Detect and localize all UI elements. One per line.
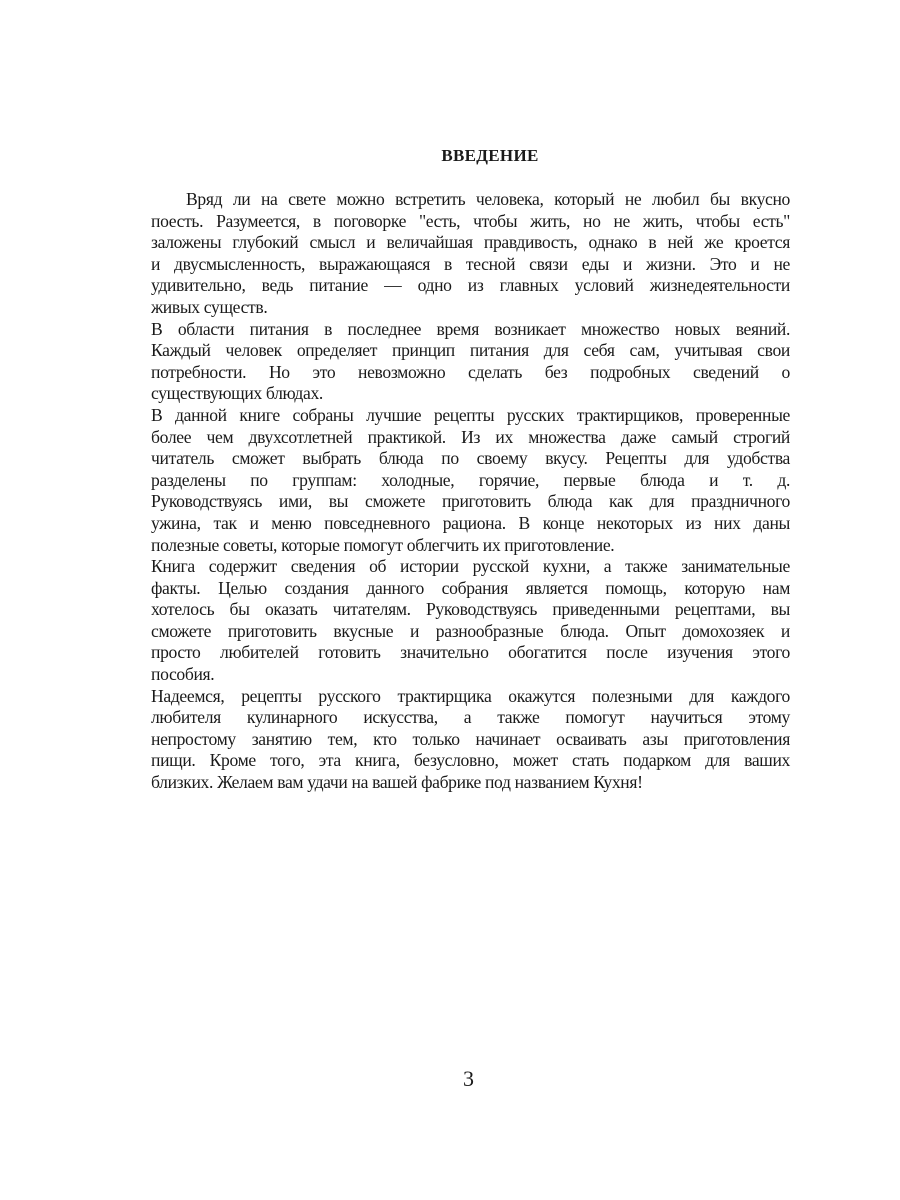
text-line: ужина, так и меню повседневного рациона. В конце некоторых из них даны [151,512,790,533]
text-line: разделены по группам: холодные, горячие, первые блюда и т. д. [151,469,790,490]
page-title: ВВЕДЕНИЕ [441,146,539,165]
text-line: существующих блюдах. [151,383,323,404]
text-line: полезные советы, которые помогут облегчить их приготовление. [151,534,615,555]
text-line: В данной книге собраны лучшие рецепты русских трактирщиков, проверенные [151,404,790,425]
paragraph [151,556,790,686]
text-line: потребности. Но это невозможно сделать без подробных сведений о [151,361,790,382]
text-line: сможете приготовить вкусные и разнообразные блюда. Опыт домохозяек и [151,620,790,641]
paragraph [151,405,790,556]
paragraph [151,686,790,794]
text-line: Вряд ли на свете можно встретить человека, который не любил бы вкусно [186,189,790,209]
text-line: более чем двухсотлетней практикой. Из их множества даже самый строгий [151,426,790,447]
text-line: факты. Целью создания данного собрания является помощь, которую нам [151,577,790,598]
text-line: удивительно, ведь питание — одно из главных условий жизнедеятельности [151,275,790,296]
text-line: Надеемся, рецепты русского трактирщика окажутся полезными для каждого [151,685,790,706]
paragraph [151,189,790,319]
text-line: читатель сможет выбрать блюда по своему вкусу. Рецепты для удобства [151,448,790,469]
text-line: пособия. [151,664,215,685]
text-line: поесть. Разумеется, в поговорке "есть, чтобы жить, но не жить, чтобы есть" [151,210,790,231]
text-line: Книга содержит сведения об истории русской кухни, а также занимательные [151,556,790,577]
text-line: близких. Желаем вам удачи на вашей фабрике под названием Кухня! [151,772,643,793]
text-line: пищи. Кроме того, эта книга, безусловно, может стать подарком для ваших [151,750,790,771]
text-line: и двусмысленность, выражающаяся в тесной связи еды и жизни. Это и не [151,253,790,274]
text-line: любителя кулинарного искусства, а также помогут научиться этому [151,707,790,728]
text-line: хотелось бы оказать читателям. Руководствуясь приведенными рецептами, вы [151,599,790,620]
text-line: живых существ. [151,296,268,317]
text-line: заложены глубокий смысл и величайшая правдивость, однако в ней же кроется [151,232,790,253]
text-line: Каждый человек определяет принцип питания для себя сам, учитывая свои [151,340,790,361]
text-line: непростому занятию тем, кто только начинает осваивать азы приготовления [151,728,790,749]
text-line: Руководствуясь ими, вы сможете приготовить блюда как для праздничного [151,491,790,512]
text-line: В области питания в последнее время возникает множество новых веяний. [151,318,790,339]
text-line: просто любителей готовить значительно обогатится после изучения этого [151,642,790,663]
paragraph [151,319,790,405]
document-body [151,189,790,794]
page-number: 3 [463,1066,474,1091]
